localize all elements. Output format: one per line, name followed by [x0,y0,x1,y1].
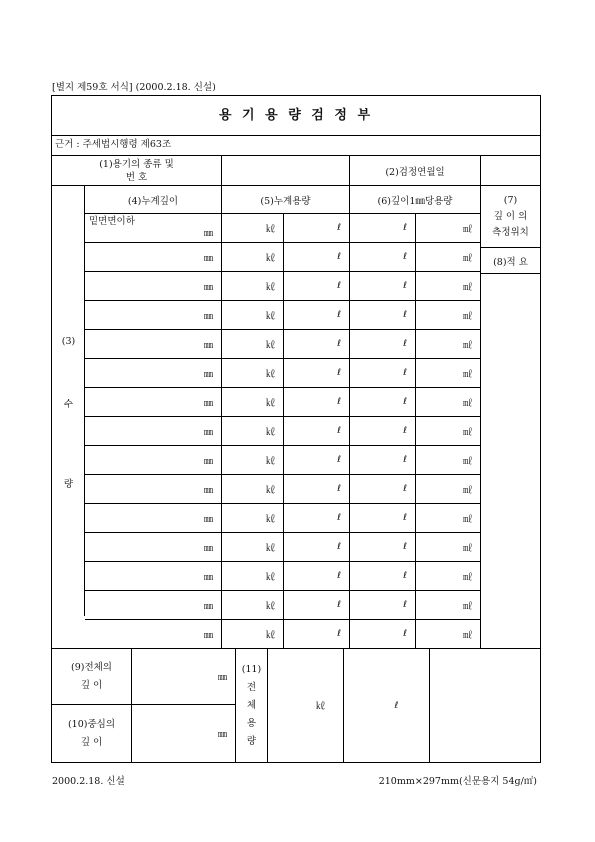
volume-l-unit: ℓ [337,368,341,378]
row-7-per-mm-ml-cell[interactable] [416,388,481,417]
depth-unit: ㎜ [203,427,213,438]
form-number: [별지 제59호 서식] (2000.2.18. 신설) [52,82,216,93]
volume-l-unit: ℓ [337,571,341,581]
row-13-volume-kl-cell[interactable] [222,562,284,591]
row-5-depth-cell[interactable] [85,330,222,359]
row-2-volume-kl-cell[interactable] [222,243,284,272]
total-volume-kl-unit: ㎘ [315,702,325,712]
per-mm-ml-unit: ㎖ [462,282,472,293]
row-6-volume-l-cell[interactable] [284,359,350,388]
volume-kl-unit: ㎘ [265,224,275,235]
row-4-per-mm-l-cell[interactable] [350,301,416,330]
volume-kl-unit: ㎘ [265,253,275,264]
row-14-per-mm-l-cell[interactable] [350,591,416,620]
row-14-depth-cell[interactable] [85,591,222,620]
total-volume-char3: 용 [246,717,257,729]
depth-unit: ㎜ [203,630,213,641]
row-4-depth-cell[interactable] [85,301,222,330]
row-5-volume-kl-cell[interactable] [222,330,284,359]
container-type-label-line1: (1)용기의 종류 및 [99,158,174,170]
total-depth-field[interactable] [132,648,236,705]
depth-unit: ㎜ [203,514,213,525]
row-8-volume-kl-cell[interactable] [222,417,284,446]
container-type-label-line2: 번 호 [125,171,148,183]
volume-kl-unit: ㎘ [265,456,275,467]
per-mm-l-unit: ℓ [403,310,407,320]
volume-kl-unit: ㎘ [265,311,275,322]
row-13-volume-l-cell[interactable] [284,562,350,591]
row-6-volume-kl-cell[interactable] [222,359,284,388]
row-6-per-mm-l-cell[interactable] [350,359,416,388]
row-7-per-mm-l-cell[interactable] [350,388,416,417]
row-11-per-mm-ml-cell[interactable] [416,504,481,533]
row-14-volume-l-cell[interactable] [284,591,350,620]
row-15-volume-l-cell[interactable] [284,620,350,649]
legal-basis: 근거 : 주세법시행령 제63조 [52,135,540,156]
volume-kl-unit: ㎘ [265,369,275,380]
row-3-depth-cell[interactable] [85,272,222,301]
container-type-field[interactable] [222,156,350,186]
footer-note: 2000.2.18. 신설 [52,776,125,787]
row-9-per-mm-l-cell[interactable] [350,446,416,475]
row-7-volume-l-cell[interactable] [284,388,350,417]
total-depth-label-line1: (9)전체의 [71,661,112,673]
row-13-per-mm-l-cell[interactable] [350,562,416,591]
volume-l-unit: ℓ [337,252,341,262]
volume-l-unit: ℓ [337,426,341,436]
paper-spec: 210mm×297mm(신문용지 54g/㎡) [378,776,537,787]
inspection-date-field[interactable] [481,156,540,186]
measurement-position-line2: 측정위치 [492,226,529,238]
volume-kl-unit: ㎘ [265,601,275,612]
depth-unit: ㎜ [203,398,213,409]
per-mm-ml-unit: ㎖ [462,340,472,351]
row-3-volume-l-cell[interactable] [284,272,350,301]
row-15-per-mm-ml-cell[interactable] [416,620,481,649]
depth-unit: ㎜ [203,456,213,467]
per-mm-ml-unit: ㎖ [462,514,472,525]
measurement-position-num: (7) [503,194,518,206]
volume-kl-unit: ㎘ [265,543,275,554]
volume-l-unit: ℓ [337,281,341,291]
cumulative-depth-header: (4)누계깊이 [85,186,222,214]
per-mm-l-unit: ℓ [403,571,407,581]
per-mm-l-unit: ℓ [403,368,407,378]
row-5-per-mm-ml-cell[interactable] [416,330,481,359]
remarks-field[interactable] [481,274,540,616]
total-depth-label [52,648,132,705]
row-11-volume-kl-cell[interactable] [222,504,284,533]
per-mm-l-unit: ℓ [403,513,407,523]
per-mm-l-unit: ℓ [403,281,407,291]
total-volume-label [236,648,268,762]
volume-l-unit: ℓ [337,629,341,639]
per-mm-l-unit: ℓ [403,223,407,233]
row-2-depth-cell[interactable] [85,243,222,272]
per-mm-l-unit: ℓ [403,339,407,349]
first-row-label: 밑면면이하 [89,216,135,227]
per-mm-l-unit: ℓ [403,426,407,436]
per-mm-ml-unit: ㎖ [462,311,472,322]
row-11-volume-l-cell[interactable] [284,504,350,533]
measurement-position-line1: 깊 이 의 [493,210,528,222]
row-14-volume-kl-cell[interactable] [222,591,284,620]
per-mm-ml-unit: ㎖ [462,630,472,641]
row-1-per-mm-ml-cell[interactable] [416,214,481,243]
total-volume-l-field[interactable] [344,648,430,762]
per-mm-l-unit: ℓ [403,542,407,552]
row-6-depth-cell[interactable] [85,359,222,388]
row-2-per-mm-ml-cell[interactable] [416,243,481,272]
row-10-depth-cell[interactable] [85,475,222,504]
water-volume-char2: 량 [63,479,74,490]
row-9-volume-l-cell[interactable] [284,446,350,475]
row-3-volume-kl-cell[interactable] [222,272,284,301]
row-15-per-mm-l-cell[interactable] [350,620,416,649]
row-1-per-mm-l-cell[interactable] [350,214,416,243]
volume-kl-unit: ㎘ [265,398,275,409]
capacity-inspection-form [51,95,541,763]
row-5-per-mm-l-cell[interactable] [350,330,416,359]
depth-unit: ㎜ [203,340,213,351]
water-volume-num: (3) [61,336,76,347]
row-5-volume-l-cell[interactable] [284,330,350,359]
row-7-depth-cell[interactable] [85,388,222,417]
total-depth-label-line2: 깊 이 [80,679,103,691]
per-mm-ml-unit: ㎖ [462,369,472,380]
center-depth-unit: ㎜ [217,730,227,740]
row-15-volume-kl-cell[interactable] [222,620,284,649]
total-volume-char2: 체 [246,699,257,711]
depth-unit: ㎜ [203,485,213,496]
row-13-depth-cell[interactable] [85,562,222,591]
row-11-per-mm-l-cell[interactable] [350,504,416,533]
center-depth-label [52,705,132,762]
center-depth-label-line2: 깊 이 [80,736,103,748]
container-type-label [52,156,222,186]
row-12-volume-kl-cell[interactable] [222,533,284,562]
volume-kl-unit: ㎘ [265,514,275,525]
per-mm-ml-unit: ㎖ [462,456,472,467]
row-12-volume-l-cell[interactable] [284,533,350,562]
depth-unit: ㎜ [203,229,213,239]
volume-kl-unit: ㎘ [265,340,275,351]
inspection-date-label: (2)검정연월일 [350,156,481,186]
row-2-per-mm-l-cell[interactable] [350,243,416,272]
per-mm-l-unit: ℓ [403,252,407,262]
center-depth-field[interactable] [132,705,236,762]
depth-unit: ㎜ [203,543,213,554]
row-12-per-mm-l-cell[interactable] [350,533,416,562]
per-mm-ml-unit: ㎖ [462,485,472,496]
row-8-depth-cell[interactable] [85,417,222,446]
per-mm-l-unit: ℓ [403,629,407,639]
row-2-volume-l-cell[interactable] [284,243,350,272]
total-volume-num: (11) [241,663,262,675]
depth-unit: ㎜ [203,369,213,380]
depth-unit: ㎜ [203,572,213,583]
total-volume-l-unit: ℓ [394,700,399,711]
volume-kl-unit: ㎘ [265,572,275,583]
row-11-depth-cell[interactable] [85,504,222,533]
total-volume-char4: 량 [246,735,257,747]
row-9-volume-kl-cell[interactable] [222,446,284,475]
per-mm-l-unit: ℓ [403,484,407,494]
row-1-volume-l-cell[interactable] [284,214,350,243]
water-volume-char1: 수 [63,399,74,410]
row-8-per-mm-ml-cell[interactable] [416,417,481,446]
row-9-per-mm-ml-cell[interactable] [416,446,481,475]
volume-l-unit: ℓ [337,339,341,349]
volume-per-mm-header: (6)깊이1㎜당용량 [350,186,481,214]
row-10-per-mm-l-cell[interactable] [350,475,416,504]
depth-unit: ㎜ [203,253,213,264]
per-mm-l-unit: ℓ [403,397,407,407]
per-mm-ml-unit: ㎖ [462,253,472,264]
row-4-volume-l-cell[interactable] [284,301,350,330]
depth-unit: ㎜ [203,311,213,322]
row-10-per-mm-ml-cell[interactable] [416,475,481,504]
volume-l-unit: ℓ [337,310,341,320]
per-mm-l-unit: ℓ [403,455,407,465]
center-depth-label-line1: (10)중심의 [67,718,116,730]
row-1-volume-kl-cell[interactable] [222,214,284,243]
row-3-per-mm-l-cell[interactable] [350,272,416,301]
per-mm-ml-unit: ㎖ [462,543,472,554]
depth-unit: ㎜ [203,282,213,293]
volume-l-unit: ℓ [337,223,341,233]
row-8-volume-l-cell[interactable] [284,417,350,446]
volume-l-unit: ℓ [337,600,341,610]
volume-l-unit: ℓ [337,484,341,494]
volume-kl-unit: ㎘ [265,485,275,496]
measurement-position-header [481,186,540,248]
total-volume-char1: 전 [246,681,257,693]
per-mm-ml-unit: ㎖ [462,601,472,612]
volume-kl-unit: ㎘ [265,427,275,438]
row-3-per-mm-ml-cell[interactable] [416,272,481,301]
per-mm-l-unit: ℓ [403,600,407,610]
volume-l-unit: ℓ [337,455,341,465]
total-volume-extra-field[interactable] [430,648,540,762]
per-mm-ml-unit: ㎖ [462,224,472,235]
volume-l-unit: ℓ [337,513,341,523]
per-mm-ml-unit: ㎖ [462,398,472,409]
row-15-depth-cell[interactable] [85,620,222,649]
row-4-per-mm-ml-cell[interactable] [416,301,481,330]
row-10-volume-kl-cell[interactable] [222,475,284,504]
per-mm-ml-unit: ㎖ [462,572,472,583]
row-12-per-mm-ml-cell[interactable] [416,533,481,562]
row-13-per-mm-ml-cell[interactable] [416,562,481,591]
row-6-per-mm-ml-cell[interactable] [416,359,481,388]
total-depth-unit: ㎜ [217,673,227,683]
per-mm-ml-unit: ㎖ [462,427,472,438]
depth-unit: ㎜ [203,601,213,612]
row-1-depth-cell[interactable] [85,214,222,243]
volume-l-unit: ℓ [337,397,341,407]
row-10-volume-l-cell[interactable] [284,475,350,504]
row-7-volume-kl-cell[interactable] [222,388,284,417]
row-9-depth-cell[interactable] [85,446,222,475]
row-14-per-mm-ml-cell[interactable] [416,591,481,620]
total-volume-kl-field[interactable] [268,648,344,762]
cumulative-volume-header: (5)누계용량 [222,186,350,214]
row-4-volume-kl-cell[interactable] [222,301,284,330]
form-title: 용 기 용 량 검 정 부 [52,96,540,136]
volume-l-unit: ℓ [337,542,341,552]
volume-kl-unit: ㎘ [265,282,275,293]
remarks-header: (8)적 요 [481,248,540,274]
volume-kl-unit: ㎘ [265,630,275,641]
row-12-depth-cell[interactable] [85,533,222,562]
row-8-per-mm-l-cell[interactable] [350,417,416,446]
